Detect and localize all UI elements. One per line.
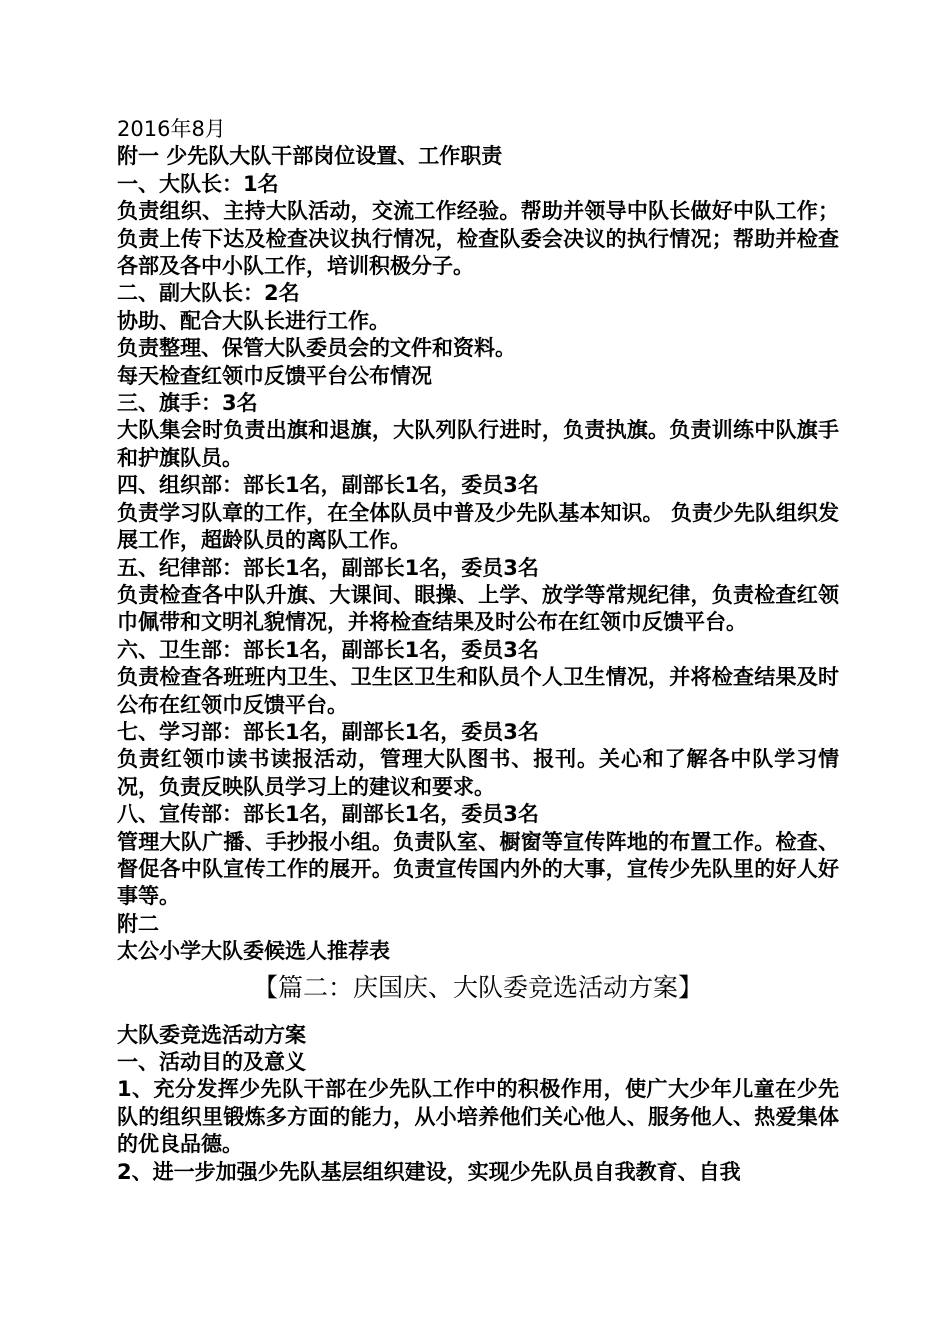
item-body: 负责检查各中队升旗、大课间、眼操、上学、放学等常规纪律，负责检查红领巾佩带和文明礼貌情况，并将检查结果及时公布在红领巾反馈平台。: [117, 582, 839, 635]
item-heading: 三、旗手：3名: [117, 391, 258, 416]
document-date: 2016年8月: [117, 117, 226, 141]
section2-title: 【篇二：庆国庆、大队委竞选活动方案】: [252, 972, 703, 1002]
item-heading: 五、纪律部：部长1名，副部长1名，委员3名: [117, 555, 539, 580]
item-body: 大队集会时负责出旗和退旗，大队列队行进时，负责执旗。负责训练中队旗手和护旗队员。: [117, 418, 839, 470]
item-heading: 八、宣传部：部长1名，副部长1名，委员3名: [117, 802, 539, 827]
plan-paragraph: 1、充分发挥少先队干部在少先队工作中的积极作用，使广大少年儿童在少先队的组织里锻炼多方面的能力，从小培养他们关心他人、服务他人、热爱集体的优良品德。: [117, 1077, 839, 1157]
item-heading: 四、组织部：部长1名，副部长1名，委员3名: [117, 473, 539, 498]
plan-paragraph: 2、进一步加强少先队基层组织建设，实现少先队员自我教育、自我: [117, 1159, 741, 1184]
item-heading: 六、卫生部：部长1名，副部长1名，委员3名: [117, 637, 539, 662]
item-body: 管理大队广播、手抄报小组。负责队室、橱窗等宣传阵地的布置工作。检查、督促各中队宣传工作的展开。负责宣传国内外的大事，宣传少先队里的好人好事等。: [117, 829, 839, 909]
item-heading: 二、副大队长：2名: [117, 281, 300, 306]
document-page: [117, 116, 839, 1186]
item-body: 负责组织、主持大队活动，交流工作经验。帮助并领导中队长做好中队工作； 负责上传下达及检查决议执行情况，检查队委会决议的执行情况；帮助并检查各部及各中小队工作，培训积极分子。: [117, 199, 839, 279]
item-heading: 一、大队长：1名: [117, 171, 279, 196]
item-body: 负责检查各班班内卫生、卫生区卫生和队员个人卫生情况，并将检查结果及时公布在红领巾反馈平台。: [117, 665, 839, 717]
item-body: 负责学习队章的工作，在全体队员中普及少先队基本知识。 负责少先队组织发展工作，超龄队员的离队工作。: [117, 500, 839, 553]
appendix1-title: 附一 少先队大队干部岗位设置、工作职责: [117, 144, 503, 169]
item-body: 每天检查红领巾反馈平台公布情况: [117, 363, 432, 388]
item-body: 协助、配合大队长进行工作。: [117, 308, 390, 333]
item-body: 负责整理、保管大队委员会的文件和资料。: [117, 336, 516, 361]
appendix2-subtitle: 太公小学大队委候选人推荐表: [117, 939, 390, 964]
plan-heading: 一、活动目的及意义: [117, 1050, 306, 1074]
plan-title: 大队委竞选活动方案: [117, 1022, 306, 1047]
item-heading: 七、学习部：部长1名，副部长1名，委员3名: [117, 719, 539, 744]
item-body: 负责红领巾读书读报活动，管理大队图书、报刊。关心和了解各中队学习情况，负责反映队员学习上的建议和要求。: [117, 747, 839, 799]
appendix2-title: 附二: [117, 911, 159, 936]
